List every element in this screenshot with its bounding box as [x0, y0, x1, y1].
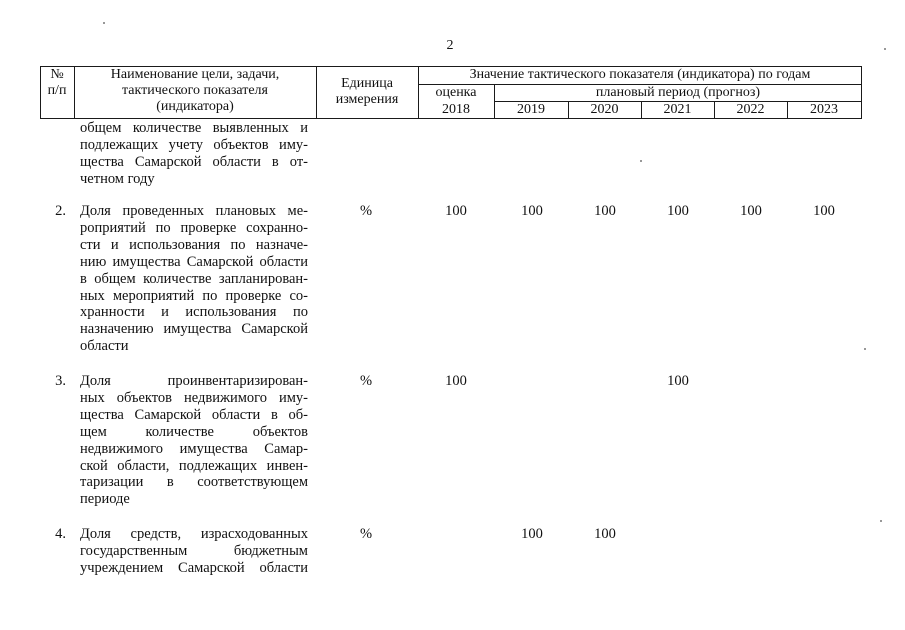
name-line: подлежащих учету объектов иму- [80, 136, 308, 153]
row-unit: % [359, 203, 373, 219]
row-name [80, 526, 308, 577]
value-2019: 100 [521, 526, 543, 542]
name-line: государственным бюджетным [80, 542, 308, 559]
value-2020: 100 [594, 203, 616, 219]
header-year-2023: 2023 [810, 102, 838, 117]
header-name-cell [74, 67, 316, 115]
header-year-2019: 2019 [517, 102, 545, 117]
header-unit-cell [316, 76, 418, 108]
value-2021: 100 [667, 373, 689, 389]
header-planned-label: плановый период (прогноз) [595, 85, 761, 100]
header-year-2022: 2022 [736, 102, 765, 117]
header-bottom-border [40, 118, 862, 119]
header-num-line: п/п [47, 83, 67, 98]
row-number: 2. [55, 203, 66, 219]
name-line: назначению имущества Самарской [80, 321, 308, 338]
scan-speck [884, 48, 886, 50]
name-line: сти и использования по назначе- [80, 236, 308, 253]
value-2019: 100 [521, 203, 543, 219]
row-unit: % [359, 526, 373, 542]
name-line: учреждением Самарской области [80, 559, 308, 576]
header-value-group: Значение тактического показателя (индикатора) по годам [469, 67, 811, 82]
row-name [80, 203, 308, 355]
scan-speck [864, 348, 866, 350]
page-number: 2 [446, 38, 454, 53]
name-line: щества Самарской области в об- [80, 406, 308, 423]
name-line: общем количестве выявленных и [80, 120, 308, 136]
name-line: недвижимого имущества Самар- [80, 440, 308, 457]
name-line: щества Самарской области в от- [80, 153, 308, 170]
name-line: Доля проведенных плановых ме- [80, 203, 308, 219]
value-2021: 100 [667, 203, 689, 219]
name-line: периоде [80, 491, 130, 508]
header-year-2021: 2021 [663, 102, 692, 117]
name-line: хранности и использования по [80, 304, 308, 321]
header-unit-line: измерения [335, 92, 399, 107]
header-year-2018: 2018 [442, 102, 470, 117]
row-unit: % [359, 373, 373, 389]
value-2023: 100 [813, 203, 835, 219]
name-line: области [80, 338, 129, 355]
name-line: Доля проинвентаризирован- [80, 373, 308, 389]
name-line: таризации в соответствующем [80, 474, 308, 491]
name-line: в общем количестве запланирован- [80, 270, 308, 287]
header-name-line: Наименование цели, задачи, [110, 67, 280, 82]
value-2018: 100 [445, 203, 467, 219]
scan-speck [640, 160, 642, 162]
name-line: Доля средств, израсходованных [80, 526, 308, 542]
name-line: роприятий по проверке сохранно- [80, 219, 308, 236]
header-year-2020: 2020 [590, 102, 619, 117]
header-num-line: № [50, 67, 64, 82]
row-name [80, 373, 308, 508]
scan-speck [880, 520, 882, 522]
row-number: 3. [55, 373, 66, 389]
name-line: щем количестве объектов [80, 423, 308, 440]
name-line: ных мероприятий по проверке со- [80, 287, 308, 304]
value-2020: 100 [594, 526, 616, 542]
name-line: ской области, подлежащих инвен- [80, 457, 308, 474]
name-line: четном году [80, 170, 155, 187]
name-line: ных объектов недвижимого иму- [80, 389, 308, 406]
scan-speck [103, 22, 105, 24]
value-2018: 100 [445, 373, 467, 389]
header-name-line: тактического показателя [122, 83, 268, 98]
header-num-cell [40, 67, 74, 99]
header-estimate-label: оценка [435, 85, 477, 100]
value-2022: 100 [740, 203, 762, 219]
header-name-line: (индикатора) [156, 99, 234, 114]
name-line: нию имущества Самарской области [80, 253, 308, 270]
header-unit-line: Единица [341, 76, 393, 91]
row-number: 4. [55, 526, 66, 542]
row-name [80, 120, 308, 188]
